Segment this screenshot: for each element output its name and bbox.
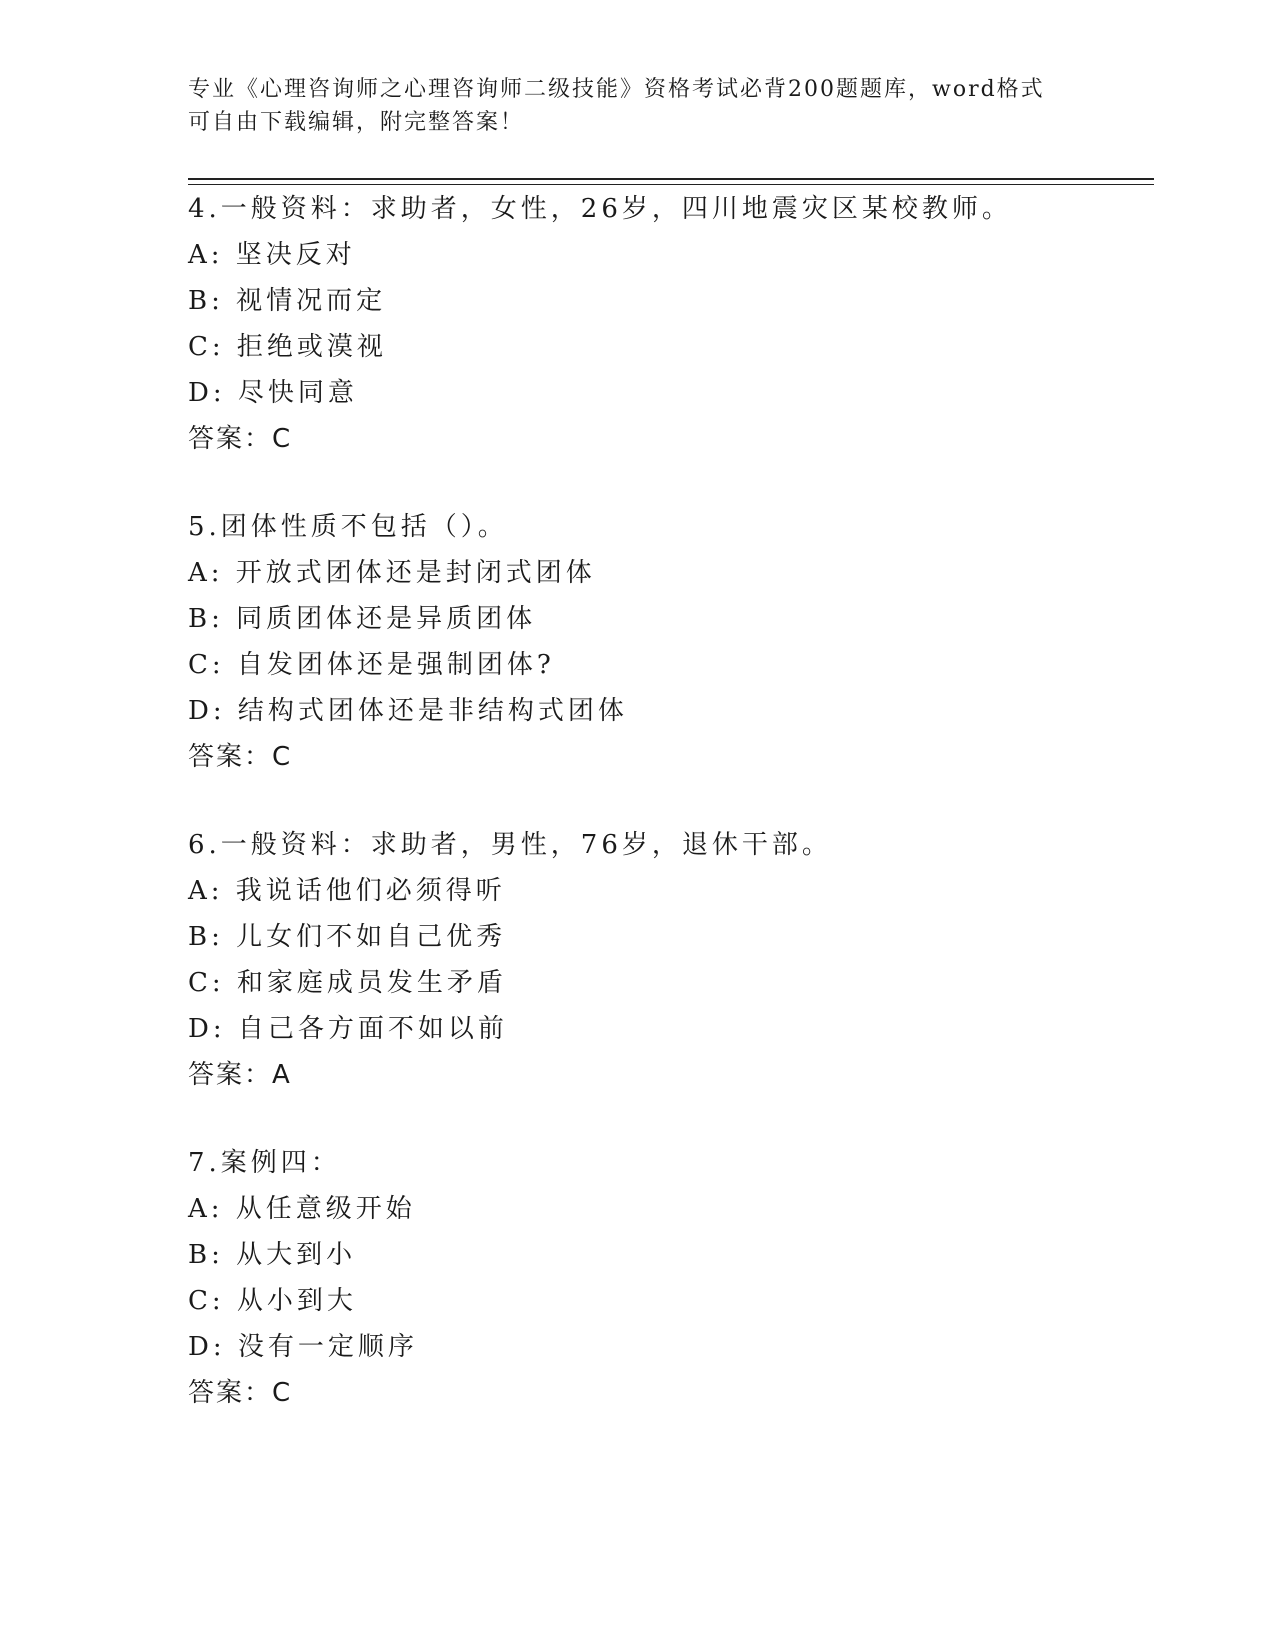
option-b: B: 从大到小 (188, 1240, 357, 1270)
answer: 答案：C (188, 1378, 293, 1408)
header-divider-thin (188, 184, 1154, 185)
question-4 (188, 186, 1148, 462)
option-b: B: 视情况而定 (188, 286, 387, 316)
option-a: A: 开放式团体还是封闭式团体 (188, 558, 596, 588)
option-d: D: 没有一定顺序 (188, 1332, 418, 1362)
question-5 (188, 504, 1148, 780)
option-c: C: 从小到大 (188, 1286, 357, 1316)
header-line-1: 专业《心理咨询师之心理咨询师二级技能》资格考试必背200题题库，word格式 (188, 77, 1045, 102)
option-c: C: 拒绝或漠视 (188, 332, 387, 362)
option-a: A: 从任意级开始 (188, 1194, 416, 1224)
option-c: C: 和家庭成员发生矛盾 (188, 968, 507, 998)
question-stem: 7.案例四： (188, 1148, 341, 1178)
answer: 答案：A (188, 1060, 292, 1090)
document-header (188, 73, 1068, 139)
option-a: A: 我说话他们必须得听 (188, 876, 506, 906)
question-6 (188, 822, 1148, 1098)
question-stem: 6.一般资料：求助者，男性，76岁，退休干部。 (188, 830, 832, 860)
option-b: B: 同质团体还是异质团体 (188, 604, 537, 634)
option-a: A: 坚决反对 (188, 240, 356, 270)
question-stem: 4.一般资料：求助者，女性，26岁，四川地震灾区某校教师。 (188, 194, 1012, 224)
answer: 答案：C (188, 424, 293, 454)
option-d: D: 结构式团体还是非结构式团体 (188, 696, 628, 726)
question-7 (188, 1140, 1148, 1416)
answer: 答案：C (188, 742, 293, 772)
header-line-2: 可自由下载编辑，附完整答案！ (188, 110, 525, 135)
header-divider (188, 178, 1154, 180)
option-d: D: 尽快同意 (188, 378, 358, 408)
option-b: B: 儿女们不如自己优秀 (188, 922, 507, 952)
option-d: D: 自己各方面不如以前 (188, 1014, 508, 1044)
question-stem: 5.团体性质不包括（）。 (188, 512, 508, 542)
option-c: C: 自发团体还是强制团体? (188, 650, 555, 680)
